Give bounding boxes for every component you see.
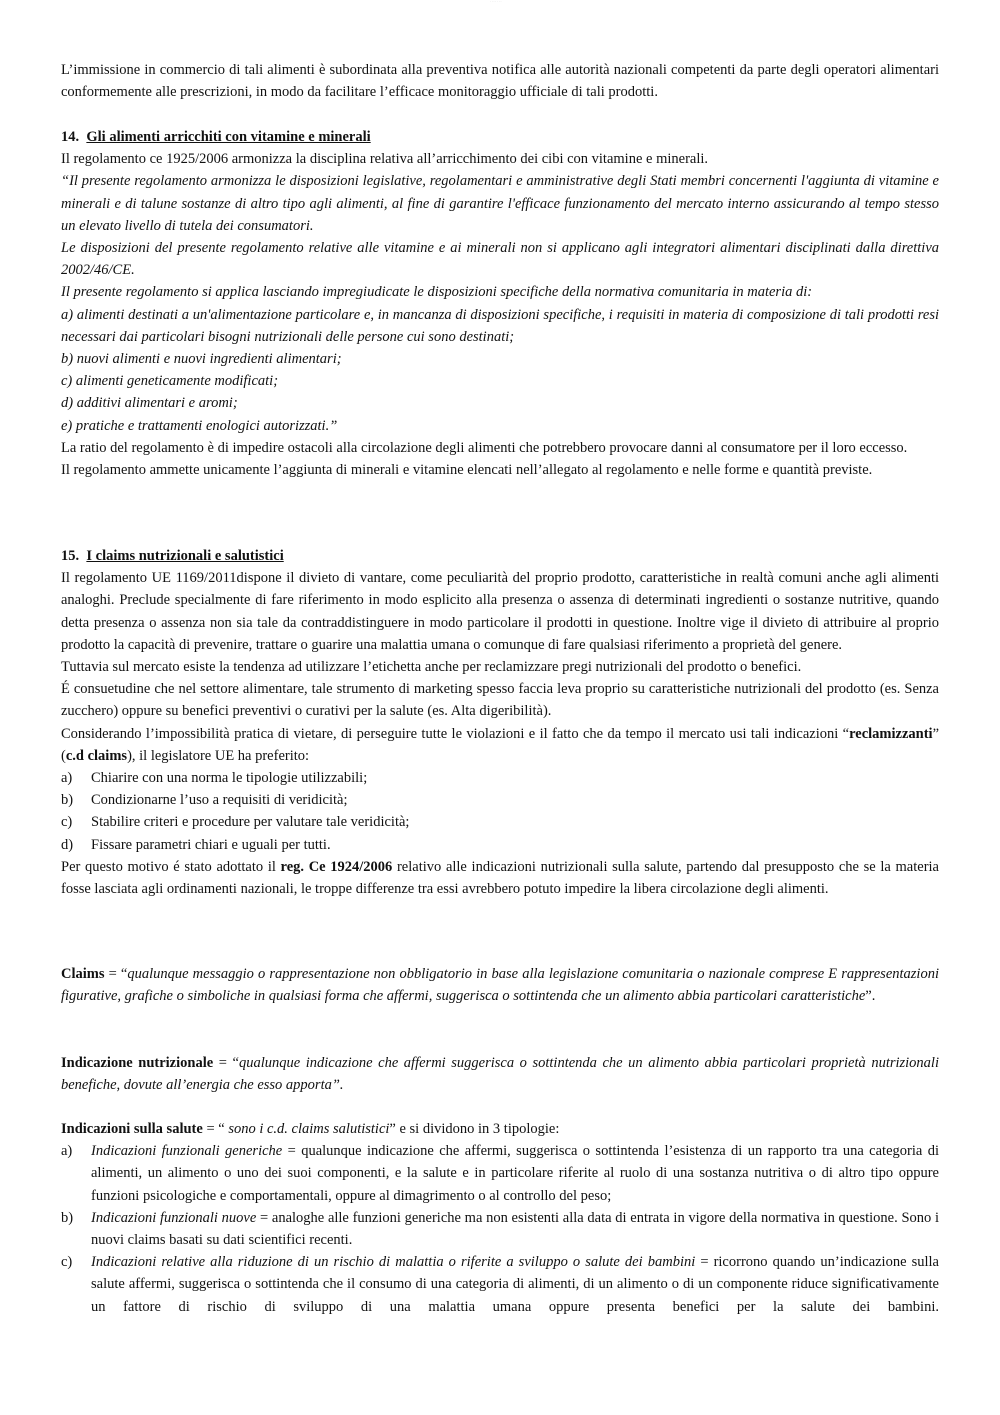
health-indications-text: sono i c.d. claims salutistici	[228, 1121, 390, 1137]
list-item-label: a)	[61, 770, 73, 787]
nutritional-indication-text: qualunque indicazione che affermi suggerisca o sottintenda che un alimento abbia particolari proprietà nutrizionali benefiche, dovute all’energia che esso apporta”.	[61, 1055, 939, 1094]
section-15-p3: É consuetudine che nel settore alimentare, tale strumento di marketing spesso faccia leva proprio su caratteristiche nutrizionali del prodotto (es. Senza zucchero) oppure su benefici preventivi o curativi per la salute (es. Alta digeribilità).	[61, 681, 939, 720]
list-item-label: b)	[61, 1209, 74, 1226]
list-item	[61, 789, 939, 811]
list-item-label: a)	[61, 1143, 73, 1160]
section-14-item-d: d) additivi alimentari e aromi;	[61, 395, 238, 412]
list-item-term: Indicazioni funzionali generiche	[91, 1143, 283, 1160]
page-header-mark: · · · · · · ·	[490, 0, 502, 4]
section-14-item-e: e) pratiche e trattamenti enologici autorizzati.”	[61, 417, 338, 434]
list-item-label: c)	[61, 814, 73, 831]
section-14-item-a: a) alimenti destinati a un'alimentazione particolare e, in mancanza di disposizioni specifiche, i requisiti in materia di composizione di tali prodotti resi necessari dai particolari bisogni nutrizionali delle persone cui sono destinati;	[61, 306, 939, 345]
list-item-text: = analoghe alle funzioni generiche ma non esistenti alla data di entrata in vigore della normativa in questione. Sono i nuovi claims basati su dati scientifici recenti.	[91, 1209, 939, 1249]
list-item-text: = ricorrono quando un’indicazione sulla salute affermi, suggerisca o sottintenda che il consumo di una categoria di alimenti, di un alimento o di un componente riduce significativamente un fattore di rischio di sviluppo di una malattia umana oppure presenta benefici per la salute dei bambini.	[91, 1254, 939, 1315]
section-14	[61, 126, 939, 481]
health-indications-term: Indicazioni sulla salute	[61, 1121, 203, 1137]
section-14-p3: Il regolamento ammette unicamente l’aggiunta di minerali e vitamine elencati nell’allegato al regolamento e nelle forme e quantità previste.	[61, 462, 873, 479]
section-14-title: Gli alimenti arricchiti con vitamine e minerali	[86, 129, 371, 145]
section-15	[61, 545, 939, 900]
list-item-label: d)	[61, 836, 74, 853]
section-15-p5: Per questo motivo é stato adottato il reg. Ce 1924/2006 relativo alle indicazioni nutrizionali sulla salute, partendo dal presupposto che se la materia fosse lasciata agli ordinamenti nazionali, le troppe differenze tra essi avrebbero potuto impedire la libera circolazione degli alimenti.	[61, 858, 939, 898]
section-15-p1: Il regolamento UE 1169/2011dispone il divieto di vantare, come peculiarità del proprio prodotto, caratteristiche in realtà comuni anche agli alimenti analoghi. Preclude specialmente di fare riferimento in modo esplicito alla presenza o assenza di determinati ingredienti o sostanze nutritive, quando detta presenza o assenza non sia tale da contraddistinguere in modo particolare il prodotti in questione. Inoltre vige il divieto di attribuire al proprio prodotto la capacità di prevenire, trattare o guarire una malattia umana o comunque di fare qualsiasi riferimento a proprietà del genere.	[61, 570, 939, 653]
nutritional-indication-definition: Indicazione nutrizionale = “qualunque indicazione che affermi suggerisca o sottintenda che un alimento abbia particolari proprietà nutrizionali benefiche, dovute all’energia che esso apporta”.	[61, 1055, 939, 1094]
health-indications-list	[61, 1140, 939, 1318]
list-item-term: Indicazioni funzionali nuove	[91, 1209, 257, 1226]
intro-text: L’immissione in commercio di tali alimenti è subordinata alla preventiva notifica alle autorità nazionali competenti da parte degli operatori alimentari conformemente alle prescrizioni, in modo da facilitare l’efficace monitoraggio ufficiale di tali prodotti.	[61, 62, 939, 101]
section-14-heading	[61, 126, 939, 148]
list-item	[61, 811, 939, 833]
section-15-number: 15.	[61, 548, 80, 564]
list-item-text: Condizionarne l’uso a requisiti di veridicità;	[91, 792, 348, 809]
section-14-quote2: Le disposizioni del presente regolamento relative alle vitamine e ai minerali non si applicano agli integratori alimentari disciplinati dalla direttiva 2002/46/CE.	[61, 240, 939, 279]
list-item-term: Indicazioni relative alla riduzione di un rischio di malattia o riferite a sviluppo o salute dei bambini	[91, 1254, 696, 1271]
section-15-p2: Tuttavia sul mercato esiste la tendenza ad utilizzare l’etichetta anche per reclamizzare pregi nutrizionali del prodotto o benefici.	[61, 659, 802, 676]
list-item	[61, 1207, 939, 1251]
intro-paragraph	[61, 59, 939, 103]
list-item-label: c)	[61, 1254, 73, 1271]
reclamizzanti-term: reclamizzanti	[849, 725, 933, 742]
section-14-item-b: b) nuovi alimenti e nuovi ingredienti alimentari;	[61, 351, 342, 368]
section-14-p2: La ratio del regolamento è di impedire ostacoli alla circolazione degli alimenti che potrebbero provocare danni al consumatore per il loro eccesso.	[61, 439, 908, 456]
list-item	[61, 834, 939, 856]
regulation-reference: reg. Ce 1924/2006	[280, 858, 393, 875]
cd-claims-term: c.d claims	[65, 747, 128, 764]
section-14-p1: Il regolamento ce 1925/2006 armonizza la disciplina relativa all’arricchimento dei cibi con vitamine e minerali.	[61, 151, 709, 168]
claims-definition: Claims = “qualunque messaggio o rappresentazione non obbligatorio in base alla legislazione comunitaria o nazionale comprese E rappresentazioni figurative, grafiche o simboliche in qualsiasi forma che affermi, suggerisca o sottintenda che un alimento abbia particolari caratteristiche”.	[61, 966, 939, 1005]
list-item-text: Stabilire criteri e procedure per valutare tale veridicità;	[91, 814, 410, 831]
list-item-text: = qualunque indicazione che affermi, suggerisca o sottintenda l’esistenza di un rapporto tra una categoria di alimenti, un alimento o uno dei suoi componenti, e la salute e in particolare riferite al ruolo di una sostanza nutritiva o di altro tipo oppure funzioni psicologiche e comportamentali, oppure al dimagrimento o al controllo del peso;	[91, 1143, 939, 1204]
section-15-title: I claims nutrizionali e salutistici	[86, 548, 284, 564]
health-indications-definition: Indicazioni sulla salute = “ sono i c.d. claims salutistici” e si dividono in 3 tipologie: a) Indicazioni funzionali generiche = qualunque indicazione che affermi, suggerisca o sottintenda l’esistenza di un rapporto tra una categoria di alimenti, un alimento o uno dei suoi componenti, e la salute e in particolare riferite al ruolo di una sostanza nutritiva o di altro tipo oppure funzioni psicologiche e comportamentali, oppure al dimagrimento o al controllo del peso; b) Indicazioni funzionali nuove = analoghe alle funzioni generiche ma non esistenti alla data di entrata in vigore della normativa in questione. Sono i nuovi claims basati su dati scientifici recenti. c) Indicazioni relative alla riduzione di un rischio di malattia o riferite a sviluppo o salute dei bambini = ricorrono quando un’indicazione sulla salute affermi, suggerisca o sottintenda che il consumo di una categoria di alimenti, di un alimento o di un componente riduce significativamente un fattore di rischio di sviluppo di una malattia umana oppure presenta benefici per la salute dei bambini.	[61, 1118, 939, 1318]
list-item	[61, 1251, 939, 1318]
section-14-quote3: Il presente regolamento si applica lasciando impregiudicate le disposizioni specifiche della normativa comunitaria in materia di:	[61, 284, 813, 301]
list-item-text: Fissare parametri chiari e uguali per tutti.	[91, 836, 331, 853]
section-15-heading	[61, 545, 939, 567]
list-item	[61, 1140, 939, 1207]
nutritional-indication-term: Indicazione nutrizionale	[61, 1055, 214, 1071]
legislator-goals-list	[61, 767, 939, 856]
section-14-number: 14.	[61, 129, 80, 145]
claims-term: Claims	[61, 966, 105, 982]
list-item-label: b)	[61, 792, 74, 809]
section-15-p4: Considerando l’impossibilità pratica di vietare, di perseguire tutte le violazioni e il fatto che da tempo il mercato usi tali indicazioni “reclamizzanti” (c.d claims), il legislatore UE ha preferito:	[61, 725, 939, 764]
list-item-text: Chiarire con una norma le tipologie utilizzabili;	[91, 770, 368, 787]
section-14-quote1: “Il presente regolamento armonizza le disposizioni legislative, regolamentari e amministrative degli Stati membri concernenti l'aggiunta di vitamine e minerali e di talune sostanze di altro tipo agli alimenti, al fine di garantire l'efficace funzionamento del mercato interno assicurando al tempo stesso un elevato livello di tutela dei consumatori.	[61, 173, 939, 234]
section-14-item-c: c) alimenti geneticamente modificati;	[61, 373, 279, 390]
list-item	[61, 767, 939, 789]
document-page	[61, 0, 939, 1415]
claims-definition-text: qualunque messaggio o rappresentazione non obbligatorio in base alla legislazione comunitaria o nazionale comprese E rappresentazioni figurative, grafiche o simboliche in qualsiasi forma che affermi, suggerisca o sottintenda che un alimento abbia particolari caratteristiche	[61, 966, 939, 1005]
